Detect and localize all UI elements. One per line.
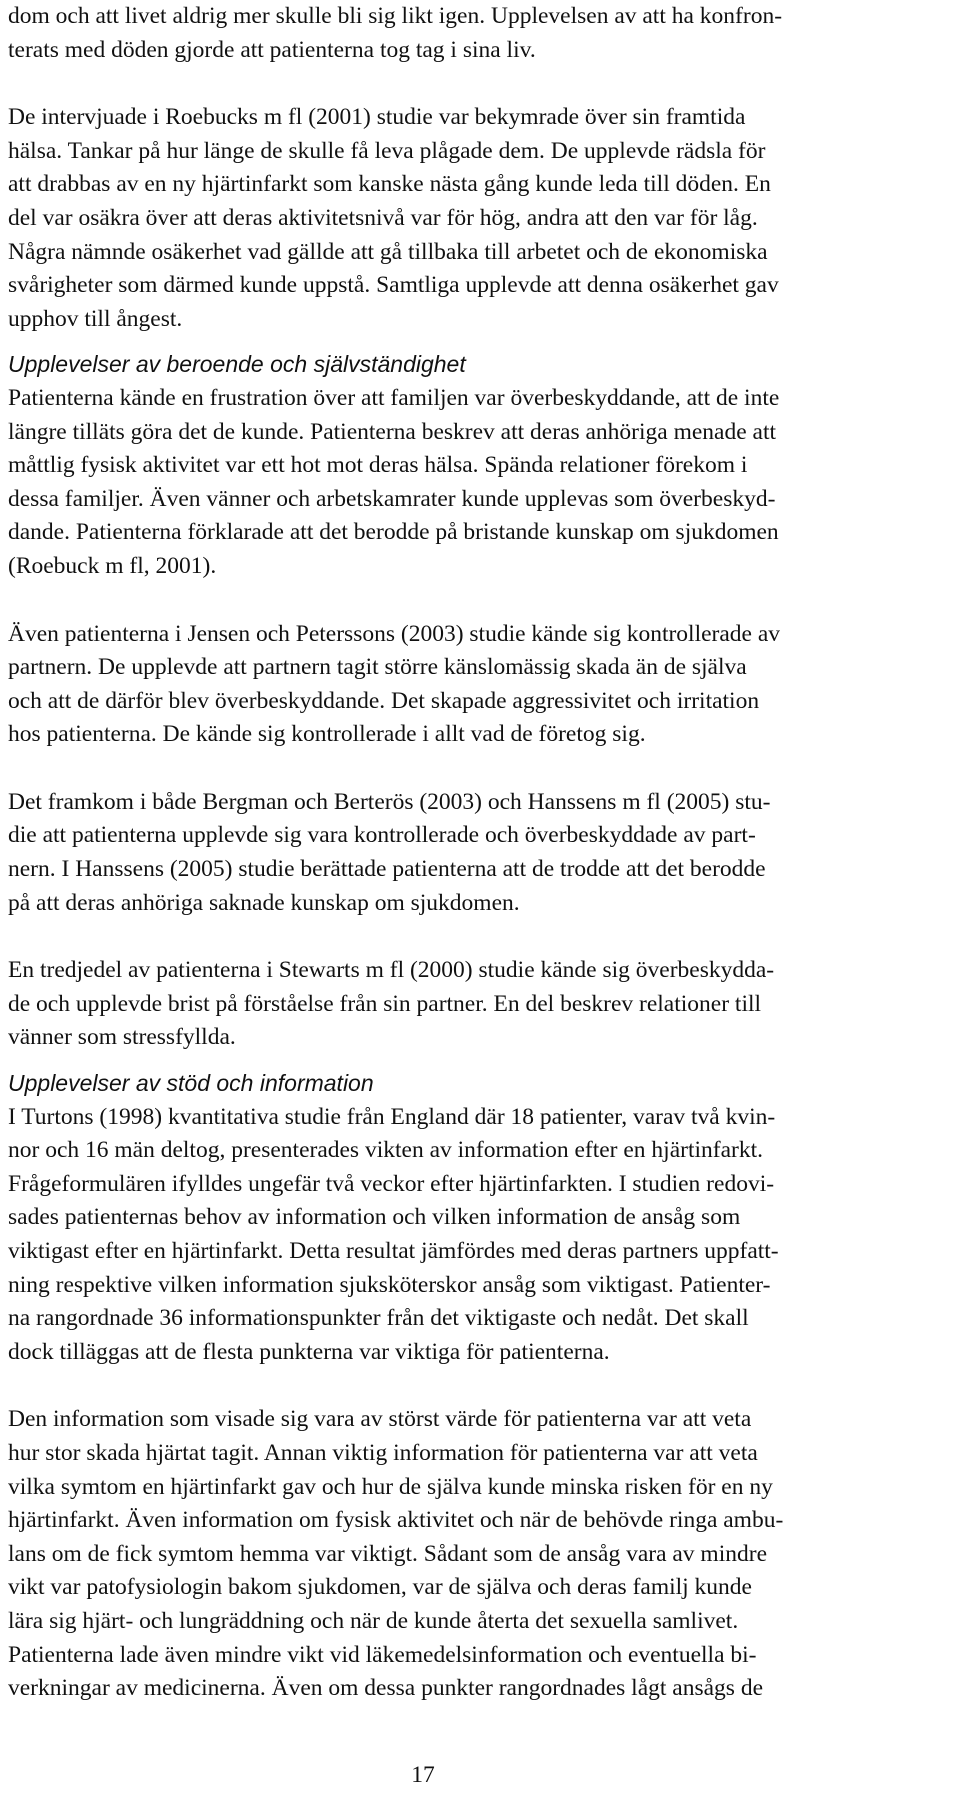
- paragraph-stewart: [8, 954, 948, 1055]
- paragraph-gap: [8, 67, 948, 101]
- paragraph-gap: [8, 920, 948, 954]
- text-line: De intervjuade i Roebucks m fl (2001) studie var bekymrade över sin framtida: [8, 104, 746, 131]
- paragraph-gap: [8, 1369, 948, 1403]
- text-line: verkningar av medicinerna. Även om dessa punkter rangordnades lågt ansågs de: [8, 1675, 764, 1702]
- text-line: vänner som stressfyllda.: [8, 1024, 236, 1051]
- paragraph-frustration: [8, 382, 948, 584]
- text-line: hälsa. Tankar på hur länge de skulle få leva plågade dem. De upplevde rädsla för: [8, 137, 766, 164]
- text-line: lans om de fick symtom hemma var viktigt. Sådant som de ansåg vara av mindre: [8, 1540, 767, 1567]
- text-line: Patienterna kände en frustration över att familjen var överbeskyddande, att de inte: [8, 384, 780, 411]
- paragraph-turton: [8, 1101, 948, 1370]
- text-line: på att deras anhöriga saknade kunskap om sjukdomen.: [8, 889, 520, 916]
- text-line: ning respektive vilken information sjuksköterskor ansåg som viktigast. Patienter-: [8, 1271, 771, 1298]
- text-line: del var osäkra över att deras aktivitetsnivå var för hög, andra att den var för låg.: [8, 204, 758, 231]
- text-line: (Roebuck m fl, 2001).: [8, 552, 217, 579]
- text-line: sades patienternas behov av information och vilken information de ansåg som: [8, 1204, 741, 1231]
- text-line: partnern. De upplevde att partnern tagit större känslomässig skada än de själva: [8, 654, 747, 681]
- text-line: de och upplevde brist på förståelse från sin partner. En del beskrev relationer till: [8, 990, 762, 1017]
- text-line: nern. I Hanssens (2005) studie berättade patienterna att de trodde att det berodde: [8, 856, 766, 883]
- paragraph-gap: [8, 752, 948, 786]
- text-line: nor och 16 män deltog, presenterades vikten av information efter en hjärtinfarkt.: [8, 1137, 763, 1164]
- section-heading: Upplevelser av beroende och självständighet: [8, 351, 466, 378]
- text-line: hos patienterna. De kände sig kontrollerade i allt vad de företog sig.: [8, 721, 646, 748]
- text-line: att drabbas av en ny hjärtinfarkt som kanske nästa gång kunde leda till döden. En: [8, 171, 771, 198]
- text-line: lära sig hjärt- och lungräddning och när de kunde återta det sexuella samlivet.: [8, 1607, 739, 1634]
- text-line: hur stor skada hjärtat tagit. Annan viktig information för patienterna var att veta: [8, 1439, 758, 1466]
- paragraph-continuation: [8, 0, 948, 67]
- paragraph-information-value: [8, 1403, 948, 1705]
- paragraph-roebuck-future: [8, 101, 948, 336]
- paragraph-bergman: [8, 786, 948, 920]
- text-line: die att patienterna upplevde sig vara kontrollerade och överbeskyddade av part-: [8, 822, 756, 849]
- text-line: terats med döden gjorde att patienterna tog tag i sina liv.: [8, 36, 536, 63]
- text-line: En tredjedel av patienterna i Stewarts m fl (2000) studie kände sig överbeskydda-: [8, 957, 775, 984]
- document-page: [8, 0, 948, 1706]
- text-line: I Turtons (1998) kvantitativa studie från England där 18 patienter, varav två kvin-: [8, 1103, 776, 1130]
- text-line: längre tilläts göra det de kunde. Patienterna beskrev att deras anhöriga menade att: [8, 418, 777, 445]
- text-line: vikt var patofysiologin bakom sjukdomen, var de själva och deras familj kunde: [8, 1574, 752, 1601]
- text-line: svårigheter som därmed kunde uppstå. Samtliga upplevde att denna osäkerhet gav: [8, 272, 779, 299]
- text-line: Frågeformulären ifylldes ungefär två veckor efter hjärtinfarkten. I studien redovi-: [8, 1170, 775, 1197]
- text-line: dom och att livet aldrig mer skulle bli sig likt igen. Upplevelsen av att ha konfron-: [8, 3, 783, 29]
- section-heading: Upplevelser av stöd och information: [8, 1070, 374, 1097]
- text-line: hjärtinfarkt. Även information om fysisk aktivitet och när de behövde ringa ambu-: [8, 1507, 784, 1534]
- text-line: dock tilläggas att de flesta punkterna var viktiga för patienterna.: [8, 1338, 610, 1365]
- paragraph-gap: [8, 584, 948, 618]
- text-line: viktigast efter en hjärtinfarkt. Detta resultat jämfördes med deras partners uppfatt-: [8, 1238, 779, 1264]
- text-line: na rangordnade 36 informationspunkter från det viktigaste och nedåt. Det skall: [8, 1305, 749, 1332]
- text-line: Det framkom i både Bergman och Berterös (2003) och Hanssens m fl (2005) stu-: [8, 788, 771, 815]
- text-line: dande. Patienterna förklarade att det berodde på bristande kunskap om sjukdomen: [8, 519, 779, 546]
- text-line: och att de därför blev överbeskyddande. Det skapade aggressivitet och irritation: [8, 687, 760, 714]
- text-line: Några nämnde osäkerhet vad gällde att gå tillbaka till arbetet och de ekonomiska: [8, 238, 768, 265]
- text-line: upphov till ångest.: [8, 305, 183, 332]
- text-line: måttlig fysisk aktivitet var ett hot mot deras hälsa. Spända relationer förekom i: [8, 452, 748, 479]
- text-line: dessa familjer. Även vänner och arbetskamrater kunde upplevas som överbeskyd-: [8, 485, 776, 512]
- text-line: vilka symtom en hjärtinfarkt gav och hur de själva kunde minska risken för en ny: [8, 1473, 773, 1500]
- text-line: Den information som visade sig vara av störst värde för patienterna var att veta: [8, 1406, 752, 1433]
- text-line: Patienterna lade även mindre vikt vid läkemedelsinformation och eventuella bi-: [8, 1641, 757, 1668]
- text-line: Även patienterna i Jensen och Peterssons (2003) studie kände sig kontrollerade av: [8, 620, 781, 647]
- page-number: 17: [411, 1762, 435, 1788]
- paragraph-jensen: [8, 618, 948, 752]
